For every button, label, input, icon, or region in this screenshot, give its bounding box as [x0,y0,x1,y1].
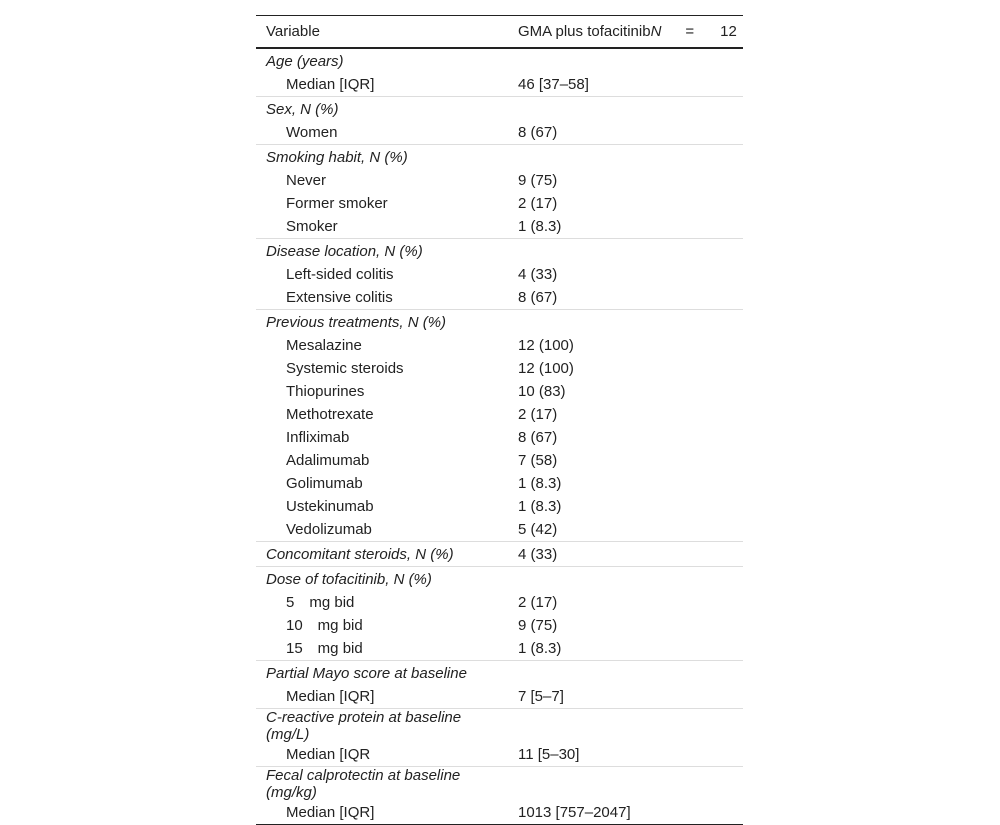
table-body [256,48,743,825]
row-value [508,145,743,170]
table-row [256,495,743,518]
table-row [256,403,743,426]
row-value [508,567,743,592]
row-value: 5 (42) [518,521,558,538]
section-label: Concomitant steroids, N (%) [256,542,508,567]
table-row [256,357,743,380]
section-row [256,767,743,802]
row-label: Mesalazine [286,337,362,354]
row-label: Median [IQR] [286,688,375,705]
row-value: 12 (100) [518,360,574,377]
row-value: 9 (75) [518,617,558,634]
section-row [256,310,743,335]
row-label: Golimumab [286,475,363,492]
row-value: 8 (67) [518,289,558,306]
section-row [256,97,743,122]
table-row [256,121,743,145]
row-label: Ustekinumab [286,498,374,515]
row-label: Smoker [286,218,338,235]
table-row [256,591,743,614]
row-value: 2 (17) [518,195,558,212]
row-label: Vedolizumab [286,521,372,538]
table-row [256,685,743,709]
section-row [256,48,743,73]
row-value: 2 (17) [518,406,558,423]
row-value: 1 (8.3) [518,475,562,492]
row-label: Median [IQR] [286,76,375,93]
row-label: Thiopurines [286,383,365,400]
section-label: Sex, N (%) [256,97,508,122]
section-row [256,145,743,170]
row-label: 10 mg bid [286,617,363,634]
section-row [256,567,743,592]
table-row [256,518,743,542]
row-value [508,661,743,686]
section-row [256,661,743,686]
row-label: Extensive colitis [286,289,393,306]
section-label: Previous treatments, N (%) [256,310,508,335]
table-row [256,801,743,825]
row-value: 2 (17) [518,594,558,611]
row-label: Women [286,124,338,141]
row-label: Left-sided colitis [286,266,394,283]
table-row [256,449,743,472]
header-n-value: 12 [720,23,737,40]
row-value: 4 (33) [508,542,743,567]
row-label: 5 mg bid [286,594,355,611]
table-row [256,73,743,97]
row-value [508,97,743,122]
section-label: Fecal calprotectin at baseline (mg/kg) [256,767,508,802]
row-value [508,48,743,73]
header-group-label: GMA plus tofacitinib [518,23,651,40]
table-row [256,614,743,637]
table-row [256,263,743,286]
row-value: 9 (75) [518,172,558,189]
table-row [256,286,743,310]
row-value: 4 (33) [518,266,558,283]
row-label: 15 mg bid [286,640,363,657]
table-row [256,215,743,239]
row-label: Median [IQR] [256,801,508,825]
section-label: Smoking habit, N (%) [256,145,508,170]
header-equals: = [685,23,695,40]
row-value [508,239,743,264]
section-label: Partial Mayo score at baseline [256,661,508,686]
row-value: 11 [5–30] [518,746,580,763]
row-value: 1 (8.3) [518,640,562,657]
row-label: Infliximab [286,429,350,446]
table-row [256,472,743,495]
header-group [508,16,743,49]
row-value [508,709,743,744]
table-row [256,334,743,357]
row-label: Former smoker [286,195,388,212]
row-label: Median [IQR [286,746,371,763]
table-row [256,426,743,449]
row-label: Never [286,172,327,189]
section-label: Disease location, N (%) [256,239,508,264]
table-row [256,637,743,661]
row-label: Methotrexate [286,406,374,423]
row-value: 8 (67) [518,124,558,141]
section-row [256,239,743,264]
header-variable: Variable [266,23,320,40]
row-value [508,767,743,802]
row-value: 1013 [757–2047] [508,801,743,825]
section-row [256,542,743,567]
section-label: C-reactive protein at baseline (mg/L) [256,709,508,744]
row-value: 8 (67) [518,429,558,446]
row-label: Adalimumab [286,452,370,469]
row-value: 46 [37–58] [518,76,589,93]
section-label: Dose of tofacitinib, N (%) [256,567,508,592]
table-row [256,380,743,403]
table-row [256,743,743,767]
section-label: Age (years) [266,52,344,70]
data-table [256,15,743,825]
section-row [256,709,743,744]
header-row [256,16,743,49]
row-value: 7 (58) [518,452,558,469]
table-header [256,16,743,49]
baseline-characteristics-table [256,15,743,825]
row-value [508,310,743,335]
row-value: 7 [5–7] [518,688,564,705]
table-row [256,169,743,192]
row-value: 12 (100) [518,337,574,354]
row-value: 10 (83) [518,383,566,400]
row-value: 1 (8.3) [518,218,562,235]
row-value: 1 (8.3) [518,498,562,515]
row-label: Systemic steroids [286,360,404,377]
header-n-label: N [650,23,662,40]
table-row [256,192,743,215]
